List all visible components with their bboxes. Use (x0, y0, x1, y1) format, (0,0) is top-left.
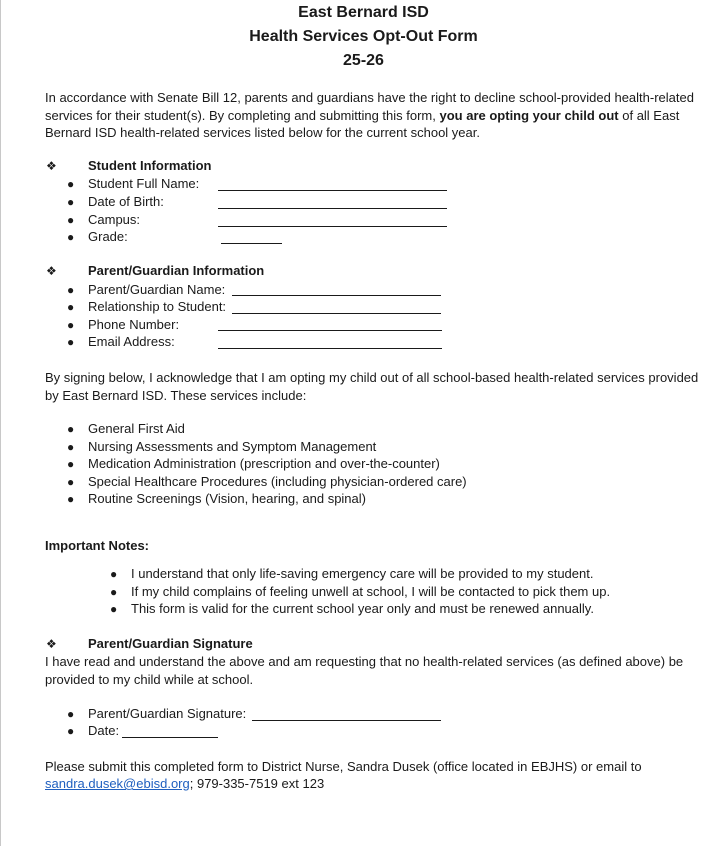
intro-text-end: of all East Bernard ISD health-related services listed below for the current school year. (45, 107, 680, 140)
intro-paragraph (45, 89, 705, 142)
bullet-icon: ● (67, 457, 75, 471)
intro-text: In accordance with Senate Bill 12, parents and guardians have the right to decline school-provided health-related services for their student(s). By completing and submitting this form, (45, 90, 694, 123)
submission-instructions: Please submit this completed form to District Nurse, Sandra Dusek (office located in EBJHS) or email to (45, 759, 642, 774)
bullet-icon: ● (67, 177, 75, 191)
service-item: Medication Administration (prescription and over-the-counter) (88, 456, 440, 471)
contact-line (45, 775, 324, 793)
relationship-label: Relationship to Student: (88, 299, 227, 314)
acknowledgement-paragraph: By signing below, I acknowledge that I am opting my child out of all school-based health-related services provided by East Bernard ISD. These services include: (45, 370, 699, 403)
signature-label: Parent/Guardian Signature: (88, 706, 247, 721)
bullet-icon: ● (67, 492, 75, 506)
bullet-icon: ● (67, 335, 75, 349)
district-title: East Bernard ISD (298, 4, 429, 21)
school-year: 25-26 (343, 52, 384, 69)
service-item: General First Aid (88, 421, 185, 436)
section-diamond-icon: ❖ (46, 637, 57, 651)
email-line[interactable] (218, 348, 442, 349)
dob-label: Date of Birth: (88, 194, 164, 209)
grade-label: Grade: (88, 229, 128, 244)
page-edge (0, 0, 1, 846)
student-info-heading-label: Student Information (88, 158, 212, 173)
bullet-icon: ● (67, 213, 75, 227)
bullet-icon: ● (67, 300, 75, 314)
signature-line[interactable] (252, 720, 441, 721)
relationship-line[interactable] (232, 313, 441, 314)
bullet-icon: ● (67, 707, 75, 721)
email-label: Email Address: (88, 334, 175, 349)
nurse-email-link[interactable]: sandra.dusek@ebisd.org (45, 776, 190, 791)
bullet-icon: ● (67, 475, 75, 489)
signature-heading-label: Parent/Guardian Signature (88, 636, 253, 651)
note-item: This form is valid for the current school year only and must be renewed annually. (131, 601, 594, 616)
grade-line[interactable] (221, 243, 282, 244)
student-name-line[interactable] (218, 190, 447, 191)
phone-line[interactable] (218, 330, 442, 331)
bullet-icon: ● (67, 230, 75, 244)
campus-line[interactable] (218, 226, 447, 227)
bullet-icon: ● (110, 602, 118, 616)
guardian-name-line[interactable] (232, 295, 441, 296)
service-item: Routine Screenings (Vision, hearing, and spinal) (88, 491, 366, 506)
campus-label: Campus: (88, 212, 141, 227)
intro-bold-text: you are opting your child out (439, 107, 619, 123)
section-diamond-icon: ❖ (46, 264, 57, 278)
bullet-icon: ● (67, 724, 75, 738)
form-title: Health Services Opt-Out Form (249, 28, 478, 45)
bullet-icon: ● (67, 283, 75, 297)
service-item: Special Healthcare Procedures (including physician-ordered care) (88, 474, 467, 489)
bullet-icon: ● (110, 585, 118, 599)
student-name-label: Student Full Name: (88, 176, 200, 191)
bullet-icon: ● (67, 422, 75, 436)
bullet-icon: ● (67, 318, 75, 332)
note-item: I understand that only life-saving emergency care will be provided to my student. (131, 566, 594, 581)
guardian-name-label: Parent/Guardian Name: (88, 282, 226, 297)
guardian-info-heading-label: Parent/Guardian Information (88, 263, 265, 278)
bullet-icon: ● (110, 567, 118, 581)
note-item: If my child complains of feeling unwell at school, I will be contacted to pick them up. (131, 584, 611, 599)
bullet-icon: ● (67, 195, 75, 209)
phone-label: Phone Number: (88, 317, 180, 332)
date-label: Date: (88, 723, 120, 738)
dob-line[interactable] (218, 208, 447, 209)
notes-heading: Important Notes: (45, 538, 149, 553)
signature-statement: I have read and understand the above and am requesting that no health-related services (as defined above) be provided to my child while at school. (45, 654, 684, 687)
nurse-phone: ; 979-335-7519 ext 123 (189, 776, 325, 791)
section-diamond-icon: ❖ (46, 159, 57, 173)
date-line[interactable] (122, 737, 218, 738)
bullet-icon: ● (67, 440, 75, 454)
service-item: Nursing Assessments and Symptom Management (88, 439, 377, 454)
